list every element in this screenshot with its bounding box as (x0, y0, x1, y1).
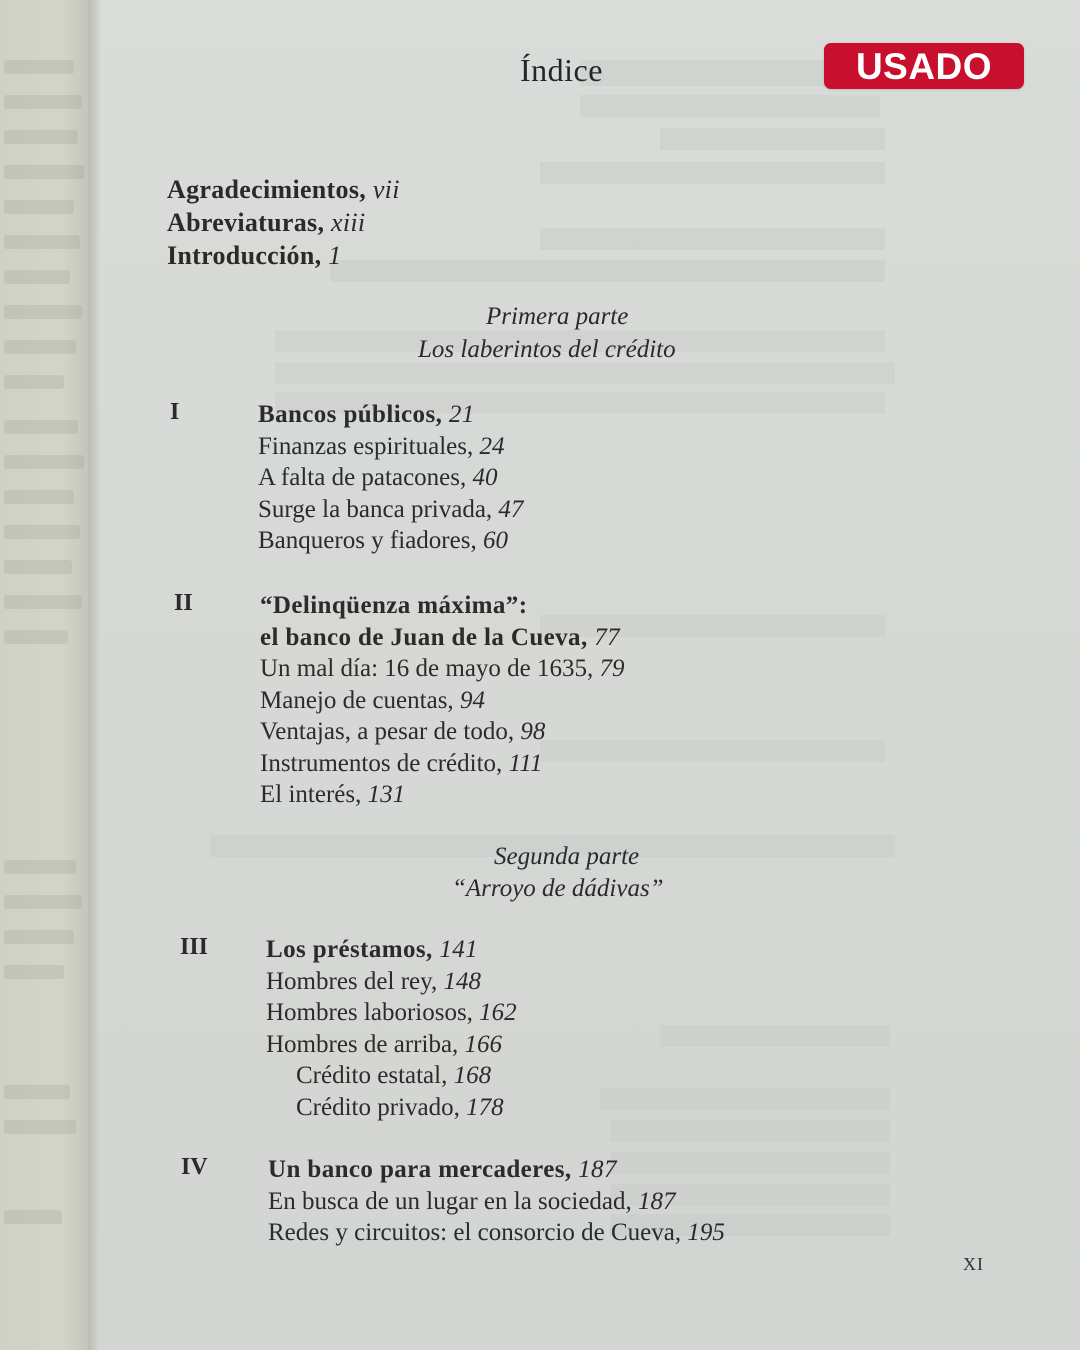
page-number: 1 (328, 241, 342, 270)
toc-entry (258, 399, 523, 431)
page-number: 178 (466, 1093, 504, 1121)
ghost-text-line (4, 860, 76, 874)
ghost-text-line (4, 595, 82, 609)
chapter-entries (268, 1154, 725, 1249)
toc-entry (260, 716, 625, 748)
entry-title: Instrumentos de crédito, (260, 749, 509, 777)
entry-title: Hombres de arriba, (266, 1030, 465, 1058)
page-number: 187 (578, 1156, 617, 1183)
toc-entry-introduccion (167, 239, 400, 272)
entry-title: Hombres laboriosos, (266, 999, 480, 1026)
page-number: 111 (508, 749, 543, 777)
toc-entry (260, 779, 625, 811)
entry-title: El interés, (260, 781, 368, 808)
ghost-text-line (4, 165, 84, 179)
page-folio-number: XI (963, 1254, 984, 1274)
ghost-text-line (4, 560, 72, 574)
entry-title: Los préstamos, (266, 936, 440, 963)
toc-entry (258, 462, 523, 494)
toc-entry (260, 590, 625, 622)
adjacent-page-edge (0, 0, 88, 1350)
show-through-text (330, 260, 885, 282)
ghost-text-line (4, 200, 74, 214)
ghost-text-line (4, 270, 70, 284)
toc-entry-abreviaturas (167, 206, 400, 239)
show-through-text (600, 1088, 890, 1110)
page-number: 60 (482, 527, 508, 554)
chapter-number: I (170, 399, 180, 425)
show-through-text (610, 1120, 890, 1142)
show-through-text (540, 228, 885, 250)
page-number: 47 (498, 495, 524, 523)
show-through-text (660, 128, 885, 150)
toc-entry (260, 622, 625, 654)
page-number: 131 (367, 781, 406, 808)
entry-title: Hombres del rey, (266, 967, 444, 995)
entry-title: Redes y circuitos: el consorcio de Cueva, (268, 1219, 688, 1246)
toc-entry (266, 1029, 517, 1061)
page-number: 24 (479, 432, 505, 460)
part-1-title: Los laberintos del crédito (418, 336, 676, 363)
show-through-text (660, 1025, 890, 1047)
entry-title: Un mal día: 16 de mayo de 1635, (260, 655, 600, 682)
page-number: 98 (520, 718, 546, 745)
entry-title: Crédito privado, (296, 1093, 467, 1121)
page-number: vii (372, 175, 400, 204)
entry-title: En busca de un lugar en la sociedad, (268, 1187, 639, 1215)
chapter-entries (258, 399, 523, 557)
part-2-label: Segunda parte (494, 843, 640, 870)
ghost-text-line (4, 490, 74, 504)
entry-title: Abreviaturas, (167, 208, 332, 237)
page-title: Índice (520, 52, 603, 88)
toc-entry (258, 431, 523, 463)
page-number: 21 (448, 401, 475, 428)
entry-title: Surge la banca privada, (258, 495, 499, 523)
ghost-text-line (4, 895, 82, 909)
ghost-text-line (4, 455, 84, 469)
ghost-text-line (4, 130, 78, 144)
show-through-text (540, 162, 885, 184)
ghost-text-line (4, 305, 82, 319)
toc-entry (260, 685, 625, 717)
chapter-number: II (174, 590, 193, 616)
page-number: 40 (472, 464, 498, 491)
page-number: 79 (599, 655, 625, 682)
used-condition-badge: USADO (824, 43, 1024, 89)
ghost-text-line (4, 235, 80, 249)
ghost-text-line (4, 525, 80, 539)
entry-title: Ventajas, a pesar de todo, (260, 718, 521, 745)
page-number: xiii (331, 208, 366, 237)
part-1-label: Primera parte (486, 303, 629, 330)
toc-entry (266, 966, 517, 998)
ghost-text-line (4, 95, 82, 109)
entry-title: Crédito estatal, (296, 1062, 454, 1089)
ghost-text-line (4, 630, 68, 644)
ghost-text-line (4, 930, 74, 944)
entry-title: Introducción, (167, 241, 329, 270)
chapter-number: III (180, 934, 209, 960)
ghost-text-line (4, 420, 78, 434)
toc-subentry (266, 1092, 517, 1124)
toc-entry (268, 1186, 725, 1218)
page-number: 141 (439, 936, 479, 963)
entry-title: Manejo de cuentas, (260, 686, 460, 714)
front-matter-list (167, 173, 400, 272)
toc-entry (266, 934, 517, 966)
toc-entry (258, 525, 523, 557)
page-number: 148 (443, 967, 481, 995)
toc-subentry (266, 1060, 517, 1092)
book-gutter (88, 0, 100, 1350)
entry-title: “Delinqüenza máxima”: (260, 592, 528, 619)
entry-title: el banco de Juan de la Cueva, (260, 623, 595, 651)
page-number: 168 (453, 1062, 492, 1089)
chapter-number: IV (181, 1154, 208, 1180)
toc-entry (268, 1217, 725, 1249)
ghost-text-line (4, 340, 76, 354)
entry-title: Banqueros y fiadores, (258, 527, 483, 554)
entry-title: Un banco para mercaderes, (268, 1156, 579, 1183)
entry-title: Agradecimientos, (167, 175, 373, 204)
toc-entry (266, 997, 517, 1029)
page-number: 195 (687, 1219, 725, 1246)
ghost-text-line (4, 1085, 70, 1099)
toc-entry (268, 1154, 725, 1186)
toc-entry (260, 653, 625, 685)
ghost-text-line (4, 60, 74, 74)
ghost-text-line (4, 1120, 76, 1134)
page-number: 77 (594, 623, 621, 651)
entry-title: Finanzas espirituales, (258, 432, 480, 460)
ghost-text-line (4, 375, 64, 389)
entry-title: Bancos públicos, (258, 401, 449, 428)
show-through-text (580, 95, 880, 117)
page-number: 162 (479, 999, 517, 1026)
page-number: 187 (638, 1187, 676, 1215)
part-2-title: “Arroyo de dádivas” (452, 875, 664, 902)
toc-entry (258, 494, 523, 526)
toc-entry-agradecimientos (167, 173, 400, 206)
ghost-text-line (4, 1210, 62, 1224)
chapter-entries (260, 590, 625, 811)
ghost-text-line (4, 965, 64, 979)
page-number: 94 (459, 686, 485, 714)
toc-entry (260, 748, 625, 780)
entry-title: A falta de patacones, (258, 464, 473, 491)
page-number: 166 (464, 1030, 503, 1058)
chapter-entries (266, 934, 517, 1123)
